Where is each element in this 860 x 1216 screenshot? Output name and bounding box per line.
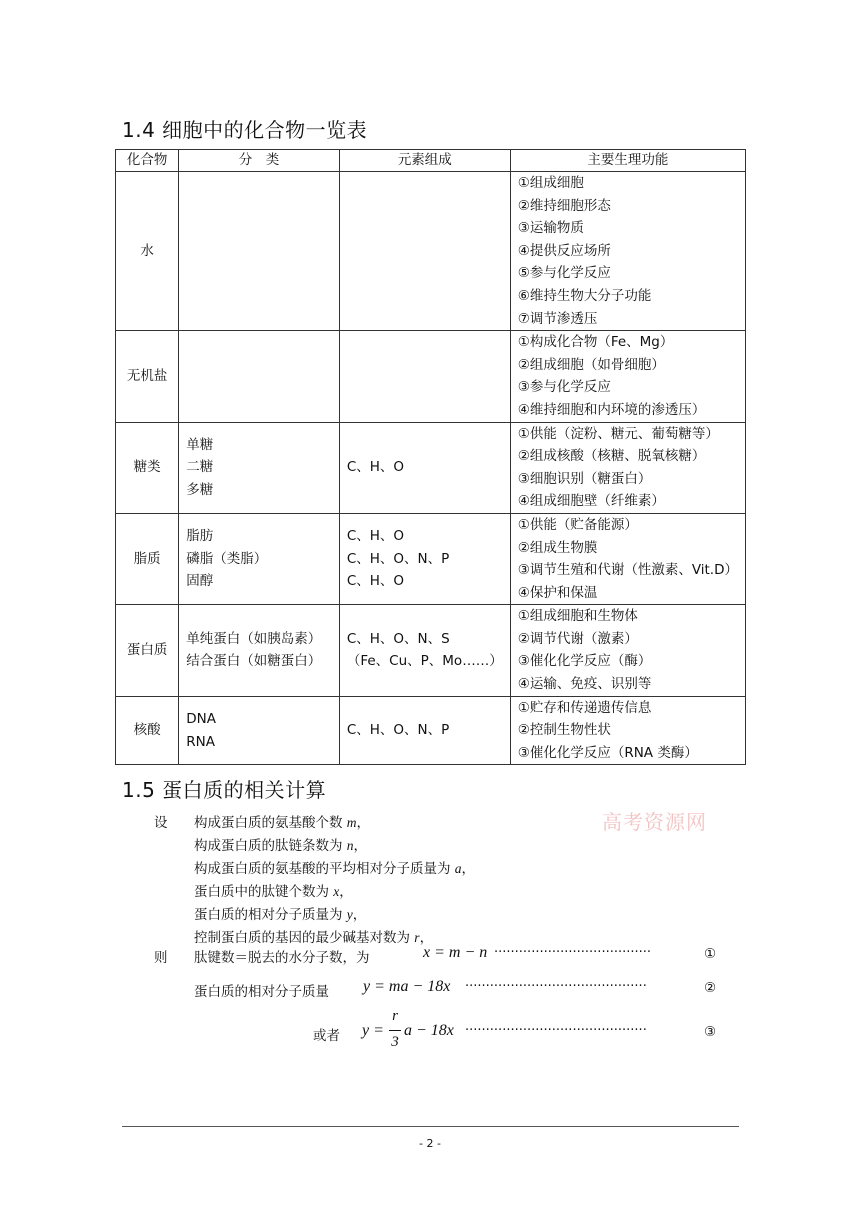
formula1-mark: ①	[704, 946, 717, 962]
formula3-rhs: a − 18x	[404, 1022, 454, 1039]
functions-cell-line: ②组成核酸（核糖、脱氧核糖）	[517, 448, 706, 465]
functions-cell-line: ④组成细胞壁（纤维素）	[517, 493, 665, 510]
definition-line	[194, 811, 370, 831]
class-cell-line: 单糖	[186, 436, 214, 453]
class-cell-line: 二糖	[186, 459, 214, 476]
functions-cell	[510, 331, 745, 422]
definition-text: 蛋白质的相对分子质量为	[194, 907, 347, 923]
compound-name: 核酸	[116, 696, 179, 765]
definition-text: 控制蛋白质的基因的最少碱基对数为	[194, 930, 415, 946]
formula3-leader: ············································	[465, 1023, 647, 1038]
formula3-numerator: r	[392, 1008, 398, 1024]
elements-cell-line: C、H、O	[346, 459, 405, 476]
definition-variable: r	[414, 930, 420, 945]
functions-cell	[510, 422, 745, 513]
compound-name: 糖类	[116, 422, 179, 513]
table-row	[116, 331, 746, 422]
formula1-leader: ······································	[494, 945, 652, 960]
class-cell	[179, 696, 340, 765]
class-cell-line: 固醇	[186, 573, 214, 590]
table-row	[116, 696, 746, 765]
elements-cell	[339, 331, 510, 422]
functions-cell-line: ②组成生物膜	[517, 539, 598, 556]
functions-cell-line: ④维持细胞和内环境的渗透压）	[517, 401, 706, 418]
definition-line	[194, 903, 366, 923]
section-heading-1-5: 1.5 蛋白质的相关计算	[122, 778, 327, 802]
definition-variable: x	[333, 884, 340, 899]
footer-rule	[122, 1126, 739, 1127]
table-row	[116, 172, 746, 331]
header-compound: 化合物	[116, 150, 179, 172]
functions-cell-line: ①构成化合物（Fe、Mg）	[517, 334, 674, 351]
definition-line	[194, 857, 475, 877]
definition-text: 蛋白质中的肽键个数为	[194, 884, 334, 900]
class-cell-line: 结合蛋白（如糖蛋白）	[186, 653, 322, 670]
elements-cell	[339, 605, 510, 696]
class-cell-line: 单纯蛋白（如胰岛素）	[186, 630, 322, 647]
class-cell	[179, 172, 340, 331]
table-header-row	[116, 150, 746, 172]
section-heading-1-4: 1.4 细胞中的化合物一览表	[122, 118, 368, 142]
functions-cell-line: ①供能（贮备能源）	[517, 516, 638, 533]
class-cell	[179, 605, 340, 696]
definition-text: 构成蛋白质的肽链条数为	[194, 838, 347, 854]
formula2-text: 蛋白质的相对分子质量	[194, 984, 329, 1000]
functions-cell	[510, 696, 745, 765]
definition-tail: ，	[461, 861, 476, 877]
header-elements: 元素组成	[339, 150, 510, 172]
definition-tail: ，	[353, 838, 368, 854]
elements-cell-line: （Fe、Cu、P、Mo……）	[346, 653, 503, 670]
functions-cell-line: ②组成细胞（如骨细胞）	[517, 356, 665, 373]
class-cell-line: 多糖	[186, 482, 214, 499]
functions-cell-line: ③参与化学反应	[517, 379, 611, 396]
formula3-fraction-bar	[389, 1030, 401, 1031]
functions-cell	[510, 605, 745, 696]
elements-cell	[339, 513, 510, 604]
compound-name: 无机盐	[116, 331, 179, 422]
functions-cell-line: ③运输物质	[517, 220, 584, 237]
class-cell	[179, 331, 340, 422]
elements-cell-line: C、H、O	[346, 528, 405, 545]
compound-name: 脂质	[116, 513, 179, 604]
definition-text: 构成蛋白质的氨基酸的平均相对分子质量为	[194, 861, 455, 877]
functions-cell-line: ⑦调节渗透压	[517, 310, 598, 327]
functions-cell-line: ①组成细胞和生物体	[517, 608, 638, 625]
formula2-mark: ②	[704, 980, 717, 996]
definition-tail: ，	[352, 907, 367, 923]
functions-cell-line: ③催化化学反应（酶）	[517, 653, 652, 670]
functions-cell-line: ④提供反应场所	[517, 242, 611, 259]
functions-cell-line: ⑥维持生物大分子功能	[517, 287, 652, 304]
label-let: 设	[154, 815, 168, 831]
definition-tail: ，	[339, 884, 353, 900]
compound-name: 蛋白质	[116, 605, 179, 696]
class-cell	[179, 422, 340, 513]
functions-cell-line: ③细胞识别（糖蛋白）	[517, 470, 652, 487]
functions-cell-line: ②维持细胞形态	[517, 197, 611, 214]
definition-tail: ，	[419, 930, 434, 946]
functions-cell	[510, 513, 745, 604]
class-cell-line: 脂肪	[186, 528, 214, 545]
formula3-denominator: 3	[391, 1034, 399, 1050]
elements-cell-line: C、H、O	[346, 573, 405, 590]
watermark: 高考资源网	[602, 810, 707, 834]
definition-variable: m	[346, 815, 357, 830]
definition-text: 构成蛋白质的氨基酸个数	[194, 815, 347, 831]
functions-cell-line: ⑤参与化学反应	[517, 265, 611, 282]
label-then: 则	[154, 950, 168, 966]
elements-cell-line: C、H、O、N、P	[346, 550, 450, 567]
header-functions: 主要生理功能	[510, 150, 745, 172]
elements-cell	[339, 696, 510, 765]
definition-line	[194, 834, 367, 854]
formula3-mark: ③	[704, 1024, 717, 1040]
functions-cell-line: ①贮存和传递遗传信息	[517, 699, 652, 716]
definition-tail: ，	[356, 815, 371, 831]
elements-cell	[339, 172, 510, 331]
compound-table	[115, 149, 746, 765]
formula1: x = m − n	[423, 944, 488, 961]
definition-variable: y	[346, 907, 353, 922]
page-number: - 2 -	[419, 1137, 441, 1150]
elements-cell-line: C、H、O、N、P	[346, 722, 450, 739]
header-class: 分 类	[179, 150, 340, 172]
definition-line	[194, 880, 353, 900]
functions-cell-line: ①组成细胞	[517, 175, 584, 191]
functions-cell	[510, 172, 745, 331]
functions-cell-line: ①供能（淀粉、糖元、葡萄糖等）	[517, 425, 719, 442]
definition-line	[194, 926, 433, 946]
formula2-leader: ············································	[465, 979, 647, 994]
table-row	[116, 605, 746, 696]
compound-name: 水	[116, 172, 179, 331]
table-row	[116, 422, 746, 513]
functions-cell-line: ③催化化学反应（RNA 类酶）	[517, 744, 698, 761]
formula3-text: 或者	[313, 1028, 340, 1044]
definition-variable: a	[454, 861, 462, 876]
elements-cell	[339, 422, 510, 513]
functions-cell-line: ③调节生殖和代谢（性激素、Vit.D）	[517, 562, 738, 579]
functions-cell-line: ②控制生物性状	[517, 722, 611, 739]
functions-cell-line: ②调节代谢（激素）	[517, 630, 638, 647]
functions-cell-line: ④保护和保温	[517, 584, 598, 601]
table-row	[116, 513, 746, 604]
elements-cell-line: C、H、O、N、S	[346, 630, 450, 647]
definition-variable: n	[346, 838, 354, 853]
formula3-lhs: y =	[362, 1022, 384, 1039]
formula2: y = ma − 18x	[363, 978, 451, 995]
class-cell	[179, 513, 340, 604]
class-cell-line: 磷脂（类脂）	[186, 550, 268, 567]
functions-cell-line: ④运输、免疫、识别等	[517, 676, 652, 693]
class-cell-line: DNA	[186, 710, 216, 727]
formula1-text: 肽键数＝脱去的水分子数，为	[194, 950, 370, 966]
class-cell-line: RNA	[186, 733, 215, 750]
